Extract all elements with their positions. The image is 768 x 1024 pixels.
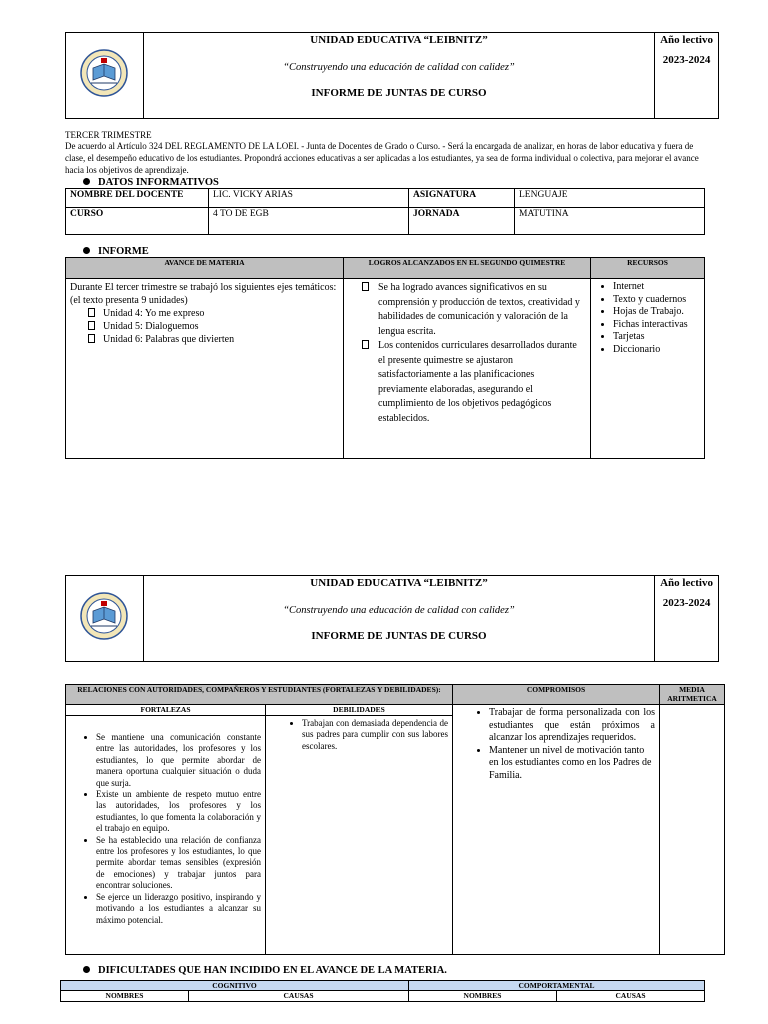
unit-item: Unidad 6: Palabras que divierten: [70, 333, 339, 346]
bullet-icon: [83, 247, 90, 254]
bullet-icon: [83, 966, 90, 973]
recurso-item: • Diccionario: [613, 344, 700, 357]
recurso-item: • Internet: [613, 281, 700, 294]
informe-table: [65, 257, 705, 459]
avance-note: (el texto presenta 9 unidades): [70, 295, 188, 306]
col-causas: CAUSAS: [189, 991, 409, 1002]
subject-label: ASIGNATURA: [409, 189, 515, 208]
school-name: UNIDAD EDUCATIVA “LEIBNITZ”: [310, 577, 488, 589]
fortaleza-item: • Se ejerce un liderazgo positivo, inspirando y motivando a los estudiantes a alcanzar su máximo potencial.: [96, 892, 261, 926]
teacher-label: NOMBRE DEL DOCENTE: [66, 189, 209, 208]
col-avance: AVANCE DE MATERIA: [66, 258, 344, 279]
datos-table: [65, 188, 705, 235]
debilidades-list: [266, 718, 452, 752]
unit-item: Unidad 4: Yo me expreso: [70, 307, 339, 320]
bullet-icon: [83, 178, 90, 185]
year-value: 2023-2024: [662, 597, 711, 609]
fortalezas-label: FORTALEZAS: [66, 705, 265, 716]
school-name: UNIDAD EDUCATIVA “LEIBNITZ”: [310, 34, 488, 46]
school-year-cell: [655, 33, 719, 119]
school-logo-icon: [79, 591, 129, 641]
intro-text: De acuerdo al Artículo 324 DEL REGLAMENTO DE LA LOEI. - Junta de Docentes de Grado o Curso. - Será la encargada de analizar, en horas de labor educativa y fuera de clase, el desempeño educativo de los estudiantes. Propondrá acciones educativas a ser aplicadas a los estudiantes, ya sea de forma individual o colectiva, para mejorar el avance hacia los objetivos de aprendizaje.: [65, 141, 699, 175]
course-label: CURSO: [66, 208, 209, 235]
debilidad-item: • Trabajan con demasiada dependencia de sus padres para cumplir con sus labores escolares.: [302, 718, 448, 752]
report-title: INFORME DE JUNTAS DE CURSO: [311, 630, 487, 642]
shift-value: MATUTINA: [515, 208, 705, 235]
report-title: INFORME DE JUNTAS DE CURSO: [311, 87, 487, 99]
media-cell: [660, 705, 725, 955]
informe-heading: INFORME: [83, 246, 149, 257]
page1-header: [65, 32, 719, 119]
checkbox-icon: [88, 321, 95, 330]
recursos-list: [595, 281, 700, 357]
col-logros: LOGROS ALCANZADOS EN EL SEGUNDO QUIMESTRE: [344, 258, 591, 279]
recurso-item: • Texto y cuadernos: [613, 294, 700, 307]
col-media: MEDIA ARITMETICA: [660, 685, 725, 705]
recurso-item: • Fichas interactivas: [613, 319, 700, 332]
compromiso-item: • Trabajar de forma personalizada con los estudiantes que están próximos a alcanzar los aprendizajes requeridos.: [489, 707, 655, 745]
debilidades-label: DEBILIDADES: [266, 705, 452, 716]
logros-cell: [344, 279, 591, 459]
col-comportamental: COMPORTAMENTAL: [409, 981, 705, 991]
checkbox-icon: [88, 308, 95, 317]
course-value: 4 TO DE EGB: [209, 208, 409, 235]
compromiso-item: • Mantener un nivel de motivación tanto en los estudiantes como en los Padres de Familia.: [489, 745, 655, 783]
avance-cell: [66, 279, 344, 459]
logro-item: Los contenidos curriculares desarrollados durante el presente quimestre se ajustaron satisfactoriamente a las planificaciones previamente elaboradas, asegurando el cumplimiento de los objetivos pedagógicos establecidos.: [362, 339, 586, 426]
recurso-item: • Hojas de Trabajo.: [613, 306, 700, 319]
logro-item: Se ha logrado avances significativos en su comprensión y producción de textos, creatividad y habilidades de comunicación y valoración de la lengua escrita.: [362, 281, 586, 339]
school-logo-icon: [79, 48, 129, 98]
header-center: [143, 33, 654, 119]
year-label: Año lectivo: [660, 577, 713, 589]
subject-value: LENGUAJE: [515, 189, 705, 208]
year-label: Año lectivo: [660, 34, 713, 46]
fortaleza-item: • Se ha establecido una relación de confianza entre los profesores y los estudiantes, lo que permite abordar temas sensibles (expresión de emociones) y trabajar juntos para encontrar soluciones.: [96, 835, 261, 892]
shift-label: JORNADA: [409, 208, 515, 235]
col-cognitivo: COGNITIVO: [61, 981, 409, 991]
compromisos-list: [453, 707, 655, 783]
recursos-cell: [591, 279, 705, 459]
teacher-value: LIC. VICKY ARIAS: [209, 189, 409, 208]
year-value: 2023-2024: [662, 54, 711, 66]
checkbox-icon: [362, 282, 369, 291]
school-logo-cell: [66, 576, 144, 662]
header-center: [143, 576, 654, 662]
fortalezas-list: [66, 732, 265, 926]
fortaleza-item: • Se mantiene una comunicación constante entre las autoridades, los profesores y los estudiantes, lo que permite abordar de manera oportuna cualquier situación o duda que surja.: [96, 732, 261, 789]
dificultades-heading: DIFICULTADES QUE HAN INCIDIDO EN EL AVANCE DE LA MATERIA.: [83, 965, 447, 976]
fortaleza-item: • Existe un ambiente de respeto mutuo entre las autoridades, los profesores y los estudiantes, lo que fomenta la colaboración y el trabajo en equipo.: [96, 789, 261, 835]
dificultades-table: [60, 980, 705, 1002]
unit-item: Unidad 5: Dialoguemos: [70, 320, 339, 333]
school-slogan: “Construyendo una educación de calidad con calidez”: [283, 605, 515, 616]
checkbox-icon: [362, 340, 369, 349]
school-logo-cell: [66, 33, 144, 119]
relaciones-table: [65, 684, 725, 955]
fortalezas-cell: [66, 705, 266, 955]
avance-intro: Durante El tercer trimestre se trabajó los siguientes ejes temáticos:: [70, 282, 337, 293]
col-nombres: NOMBRES: [61, 991, 189, 1002]
col-relaciones: RELACIONES CON AUTORIDADES, COMPAÑEROS Y ESTUDIANTES (FORTALEZAS Y DEBILIDADES):: [66, 685, 453, 705]
school-slogan: “Construyendo una educación de calidad con calidez”: [283, 62, 515, 73]
debilidades-cell: [266, 705, 453, 955]
checkbox-icon: [88, 334, 95, 343]
school-year-cell: [655, 576, 719, 662]
term-label: TERCER TRIMESTRE: [65, 130, 152, 140]
compromisos-cell: [453, 705, 660, 955]
recurso-item: • Tarjetas: [613, 331, 700, 344]
page2-header: [65, 575, 719, 662]
col-causas: CAUSAS: [557, 991, 705, 1002]
col-nombres: NOMBRES: [409, 991, 557, 1002]
col-recursos: RECURSOS: [591, 258, 705, 279]
datos-heading: DATOS INFORMATIVOS: [83, 177, 219, 188]
col-compromisos: COMPROMISOS: [453, 685, 660, 705]
